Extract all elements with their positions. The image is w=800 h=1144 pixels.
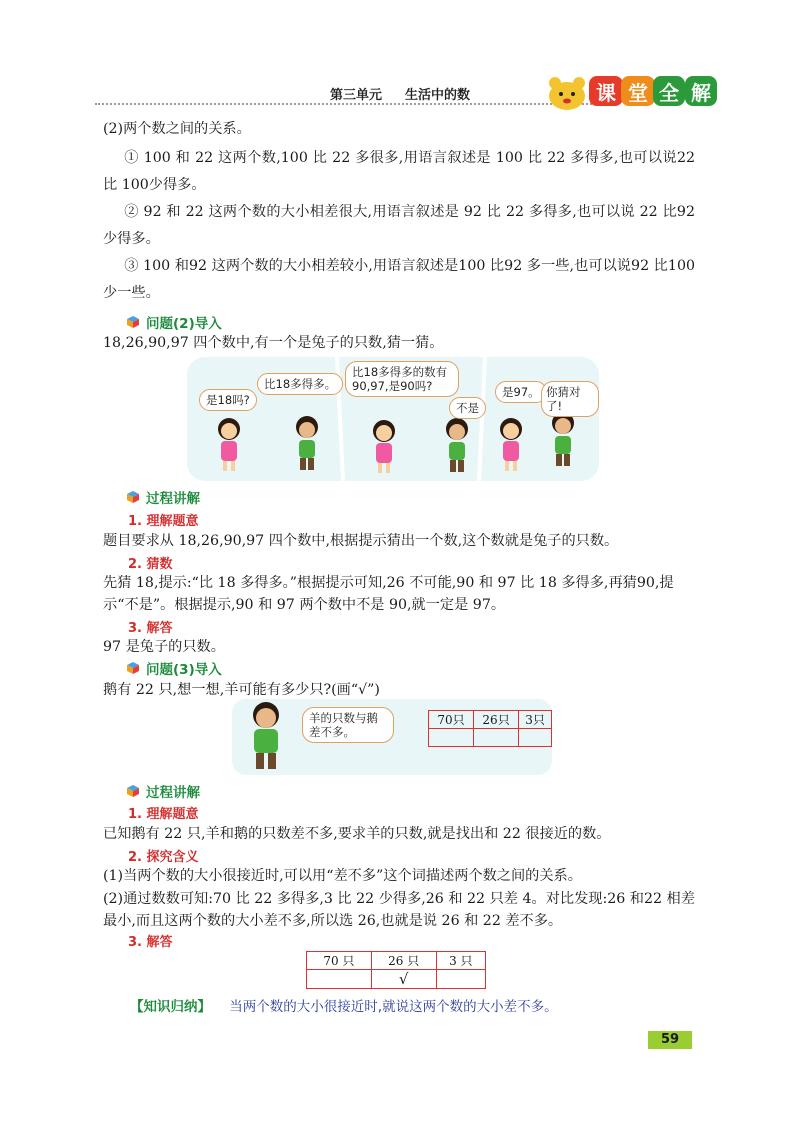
- step-title: 2. 探究含义: [128, 850, 199, 865]
- cube-icon: [126, 490, 140, 504]
- section-heading: [126, 487, 200, 507]
- relation-item: ③ 100 和92 这两个数的大小相差较小,用语言叙述是100 比92 多一些,也可以说92 比100 少一些。: [103, 258, 695, 301]
- section-heading: [126, 658, 222, 678]
- speech-bubble: 比18多得多。: [257, 373, 343, 395]
- chapter-label: 第三单元: [329, 88, 382, 103]
- step-title: 2. 猜数: [128, 557, 173, 572]
- section-title: 过程讲解: [146, 785, 200, 801]
- speech-bubble: 不是: [449, 397, 486, 419]
- section-title: 问题(2)导入: [146, 316, 222, 332]
- table-cell: 70只: [429, 711, 474, 729]
- knowledge-summary: [130, 995, 558, 1015]
- step-text: 题目要求从 18,26,90,97 四个数中,根据提示猜出一个数,这个数就是兔子的只数。: [103, 533, 619, 549]
- boy-figure: [240, 699, 300, 775]
- relation-heading: (2)两个数之间的关系。: [103, 121, 251, 137]
- cube-icon: [126, 315, 140, 329]
- choice-table: [428, 710, 552, 747]
- section-heading: [126, 781, 200, 801]
- table-cell: [436, 970, 485, 989]
- boy-figure: [296, 416, 318, 470]
- cube-icon: [126, 784, 140, 798]
- bear-mascot-icon: [545, 72, 595, 112]
- topic-label: 生活中的数: [405, 88, 471, 103]
- answer-table: [306, 951, 486, 989]
- header-divider: [95, 103, 615, 105]
- girl-figure: [218, 418, 240, 471]
- brand-char: 全: [653, 76, 685, 106]
- speech-bubble: 是97。: [495, 381, 547, 403]
- table-cell: 3 只: [436, 952, 485, 970]
- goose-sheep-illustration: [232, 699, 552, 775]
- question-text: 18,26,90,97 四个数中,有一个是兔子的只数,猜一猜。: [103, 335, 444, 351]
- boy-figure: [552, 412, 574, 466]
- table-cell: 3只: [519, 711, 552, 729]
- table-cell[interactable]: [429, 729, 474, 747]
- step-title: 3. 解答: [128, 621, 173, 636]
- boy-figure: [446, 418, 468, 472]
- question-text: 鹅有 22 只,想一想,羊可能有多少只?(画“√”): [103, 682, 380, 698]
- speech-bubble: 比18多得多的数有90,97,是90吗?: [345, 361, 459, 397]
- table-cell: 70 只: [307, 952, 372, 970]
- table-cell: [307, 970, 372, 989]
- brand-char: 堂: [621, 76, 655, 106]
- step-text: 先猜 18,提示:“比 18 多得多。”根据提示可知,26 不可能,90 和 97 比 18 多得多,再猜90,提示“不是”。根据提示,90 和 97 两个数中不是 90,就一定是 97。: [103, 575, 674, 613]
- section-title: 问题(3)导入: [146, 662, 222, 678]
- step-title: 1. 理解题意: [128, 514, 199, 529]
- girl-figure: [373, 420, 395, 473]
- brand-logo: [545, 70, 720, 112]
- step-text: (1)当两个数的大小很接近时,可以用“差不多”这个词描述两个数之间的关系。: [103, 868, 582, 884]
- summary-text: 当两个数的大小很接近时,就说这两个数的大小差不多。: [229, 999, 558, 1015]
- table-cell[interactable]: [474, 729, 519, 747]
- check-mark: √: [371, 970, 436, 989]
- speech-bubble: 羊的只数与鹅差不多。: [302, 707, 394, 743]
- summary-tag: 【知识归纳】: [130, 999, 211, 1015]
- table-cell: 26 只: [371, 952, 436, 970]
- brand-char: 课: [589, 76, 623, 106]
- step-title: 1. 理解题意: [128, 807, 199, 822]
- table-cell: 26只: [474, 711, 519, 729]
- cartoon-illustration: [187, 357, 599, 481]
- step-text: 97 是兔子的只数。: [103, 639, 225, 655]
- section-title: 过程讲解: [146, 491, 200, 507]
- cube-icon: [126, 661, 140, 675]
- speech-bubble: 是18吗?: [199, 389, 257, 411]
- page-number: 59: [648, 1031, 692, 1049]
- step-text: (2)通过数数可知:70 比 22 多得多,3 比 22 少得多,26 和 22 只差 4。对比发现:26 和22 相差最小,而且这两个数的大小差不多,所以选 26,也就是说 26 和 22 差不多。: [103, 891, 695, 929]
- table-cell[interactable]: [519, 729, 552, 747]
- speech-bubble: 你猜对了!: [541, 381, 599, 417]
- relation-item: ① 100 和 22 这两个数,100 比 22 多很多,用语言叙述是 100 比 22 多得多,也可以说22 比 100少得多。: [103, 150, 695, 193]
- girl-figure: [500, 418, 522, 471]
- relation-item: ② 92 和 22 这两个数的大小相差很大,用语言叙述是 92 比 22 多得多,也可以说 22 比92 少得多。: [103, 204, 695, 247]
- brand-char: 解: [685, 76, 717, 106]
- step-text: 已知鹅有 22 只,羊和鹅的只数差不多,要求羊的只数,就是找出和 22 很接近的数。: [103, 826, 611, 842]
- section-heading: [126, 312, 222, 332]
- step-title: 3. 解答: [128, 935, 173, 950]
